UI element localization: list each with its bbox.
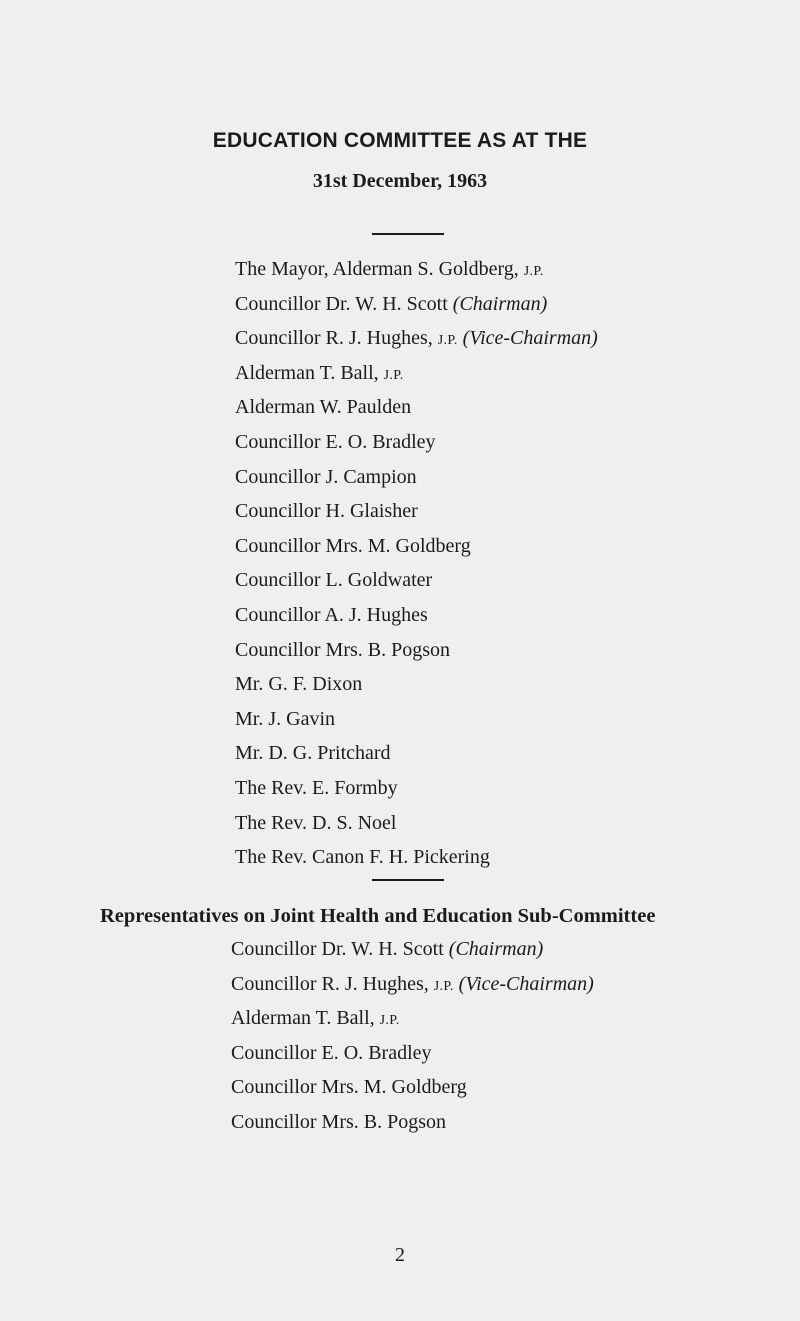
committee-member: Alderman T. Ball, J.P. — [235, 361, 404, 384]
committee-member: The Mayor, Alderman S. Goldberg, J.P. — [235, 258, 544, 280]
committee-member: Mr. G. F. Dixon — [235, 673, 363, 696]
committee-member: Alderman W. Paulden — [235, 396, 412, 419]
divider-middle — [372, 879, 444, 881]
committee-member: Councillor Dr. W. H. Scott (Chairman) — [235, 292, 548, 315]
committee-member: Councillor J. Campion — [235, 465, 417, 488]
committee-list — [235, 252, 598, 875]
representative-member: Councillor R. J. Hughes, J.P. (Vice-Chairman) — [231, 972, 594, 995]
committee-member: Councillor Mrs. M. Goldberg — [235, 534, 471, 557]
committee-member: Councillor Mrs. B. Pogson — [235, 638, 451, 661]
committee-member: Councillor R. J. Hughes, J.P. (Vice-Chairman) — [235, 327, 598, 350]
page-number: 2 — [395, 1244, 405, 1266]
committee-member: Mr. J. Gavin — [235, 707, 335, 730]
representatives-list — [231, 932, 594, 1140]
committee-member: The Rev. D. S. Noel — [235, 811, 397, 834]
representative-member: Alderman T. Ball, J.P. — [231, 1007, 400, 1030]
committee-member: The Rev. E. Formby — [235, 776, 398, 799]
committee-member: Councillor A. J. Hughes — [235, 603, 428, 626]
committee-member: Councillor H. Glaisher — [235, 500, 418, 523]
committee-member: The Rev. Canon F. H. Pickering — [235, 846, 490, 869]
committee-member: Councillor L. Goldwater — [235, 569, 433, 592]
representative-member: Councillor Mrs. B. Pogson — [231, 1110, 447, 1133]
committee-member: Councillor E. O. Bradley — [235, 430, 436, 453]
divider-top — [372, 233, 444, 235]
representative-member: Councillor E. O. Bradley — [231, 1041, 432, 1064]
section-heading: Representatives on Joint Health and Education Sub-Committee — [100, 905, 656, 927]
page-title: EDUCATION COMMITTEE AS AT THE — [212, 129, 588, 152]
representative-member: Councillor Mrs. M. Goldberg — [231, 1076, 467, 1099]
committee-member: Mr. D. G. Pritchard — [235, 742, 391, 765]
representative-member: Councillor Dr. W. H. Scott (Chairman) — [231, 938, 544, 960]
page-subtitle: 31st December, 1963 — [312, 170, 488, 192]
